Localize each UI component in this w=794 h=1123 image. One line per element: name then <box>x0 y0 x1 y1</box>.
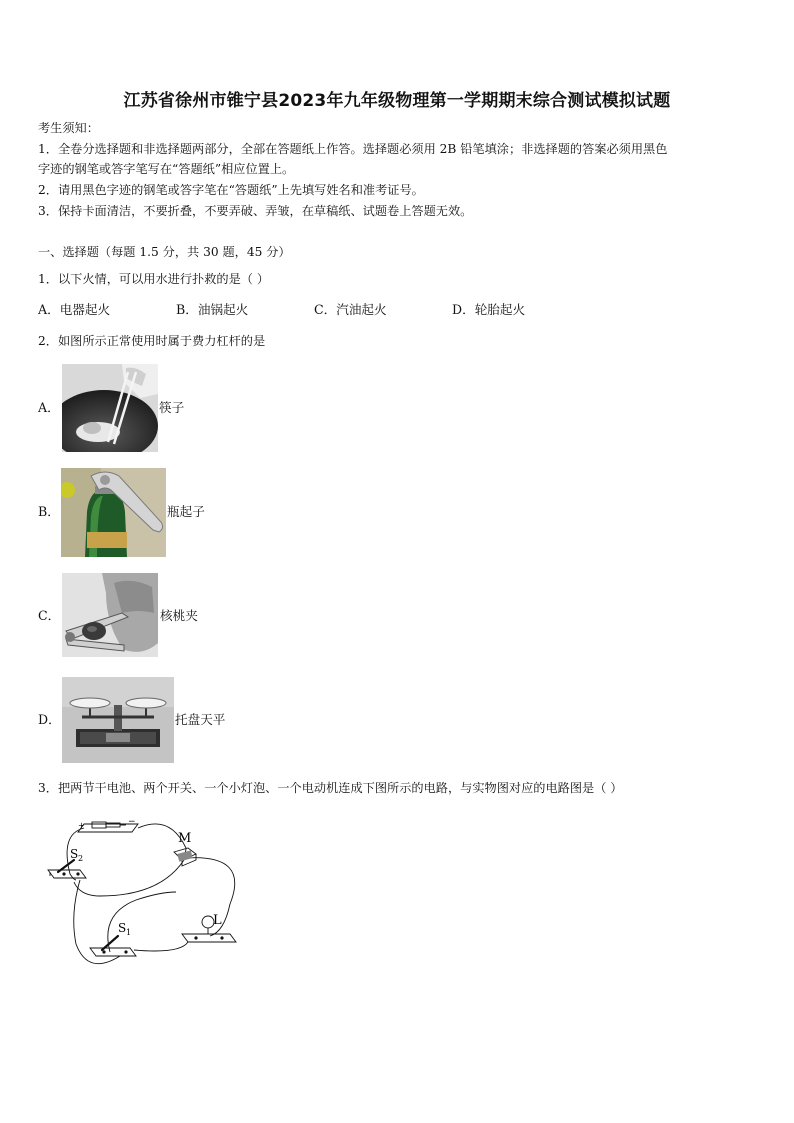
q2-stem: 2．如图所示正常使用时属于费力杠杆的是 <box>38 334 266 348</box>
circuit-diagram <box>40 814 250 980</box>
balance-image <box>62 677 174 763</box>
switch-s1-subscript: 1 <box>126 928 132 937</box>
q2-option-a-letter: A． <box>38 400 60 415</box>
switch-s2-subscript: 2 <box>78 854 84 863</box>
q1-option-c: C．汽油起火 <box>314 302 387 317</box>
notice-item-1-cont: 字迹的钢笔或答字笔写在“答题纸”相应位置上。 <box>38 162 295 176</box>
battery-plus-label: + <box>78 821 85 830</box>
motor-label: M <box>178 831 192 846</box>
q2-option-a-caption: 筷子 <box>159 400 185 415</box>
q3-stem: 3．把两节干电池、两个开关、一个小灯泡、一个电动机连成下图所示的电路，与实物图对应的电路图是（ ） <box>38 781 623 795</box>
nutcracker-image <box>62 573 158 657</box>
q2-option-b-letter: B． <box>38 504 60 519</box>
page-title: 江苏省徐州市锥宁县2023年九年级物理第一学期期末综合测试模拟试题 <box>123 91 671 111</box>
q2-option-c-letter: C． <box>38 608 61 623</box>
notice-item-1: 1．全卷分选择题和非选择题两部分，全部在答题纸上作答。选择题必须用 2B 铅笔填涂；非选择题的答案必须用黑色 <box>38 142 668 156</box>
section-heading: 一、选择题（每题 1.5 分，共 30 题，45 分） <box>38 245 291 259</box>
switch-s1-label: S <box>118 921 127 935</box>
q2-option-d-letter: D． <box>38 712 61 727</box>
lamp-label: L <box>213 913 222 928</box>
battery-minus-label: − <box>128 817 136 827</box>
q1-option-d: D．轮胎起火 <box>452 302 526 317</box>
switch-s2-label: S <box>70 847 79 861</box>
q1-option-a: A．电器起火 <box>38 302 111 317</box>
notice-item-2: 2．请用黑色字迹的钢笔或答字笔在“答题纸”上先填写姓名和准考证号。 <box>38 183 424 197</box>
chopsticks-image <box>62 364 158 452</box>
notice-heading: 考生须知： <box>38 121 99 135</box>
q1-option-b: B．油锅起火 <box>176 302 249 317</box>
q1-stem: 1．以下火情，可以用水进行扑救的是（ ） <box>38 272 270 286</box>
q2-option-d-caption: 托盘天平 <box>175 712 226 727</box>
bottle-opener-image <box>61 468 166 557</box>
q2-option-b-caption: 瓶起子 <box>167 504 205 519</box>
q2-option-c-caption: 核桃夹 <box>160 608 198 623</box>
notice-item-3: 3．保持卡面清洁，不要折叠，不要弄破、弄皱，在草稿纸、试题卷上答题无效。 <box>38 204 473 218</box>
